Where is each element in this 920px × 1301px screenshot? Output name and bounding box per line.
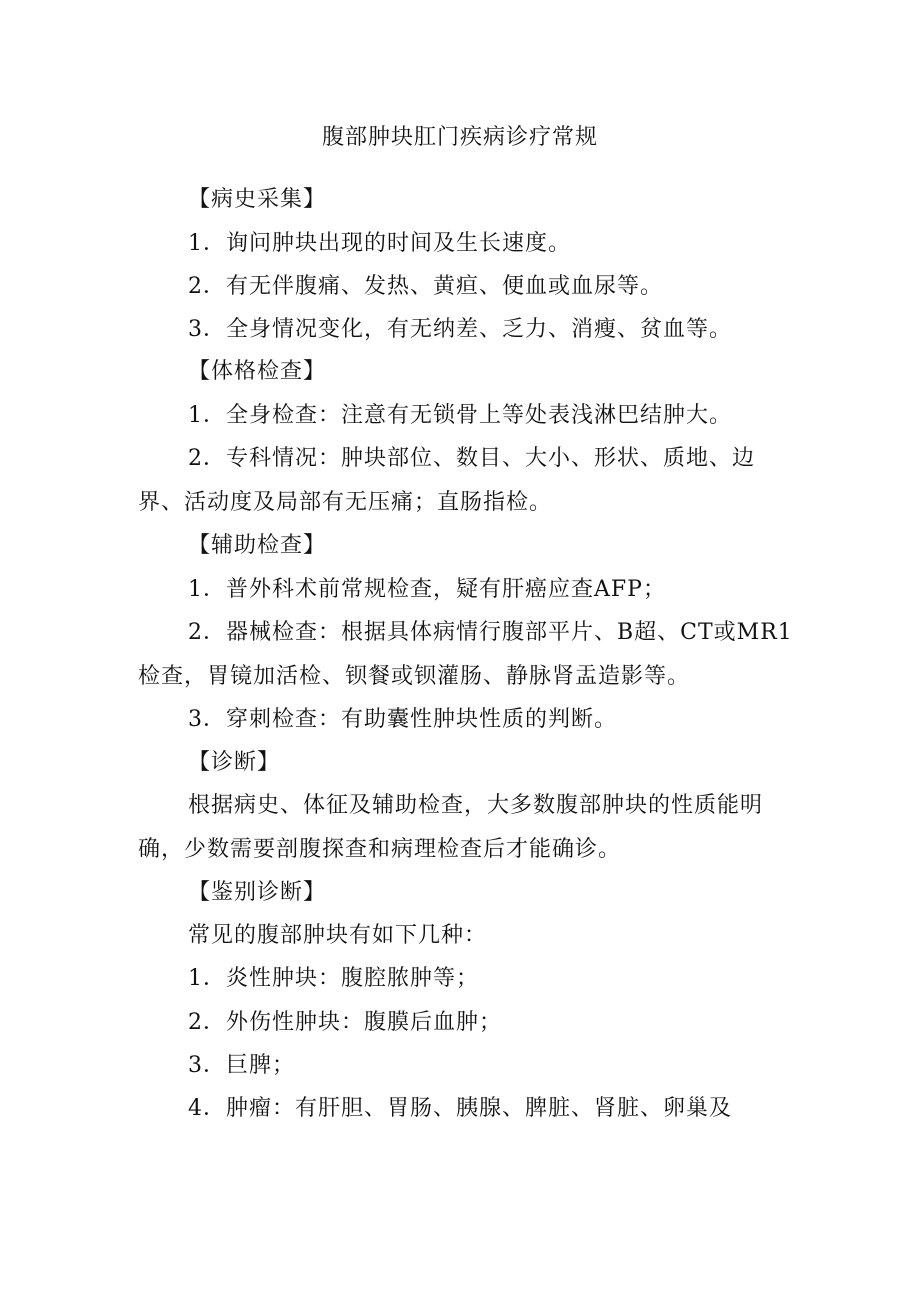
paragraph-line: 2．专科情况：肿块部位、数目、大小、形状、质地、边 xyxy=(188,446,755,471)
paragraph-line: 确，少数需要剖腹探查和病理检查后才能确诊。 xyxy=(138,837,622,862)
section-heading-auxiliary-exam: 【辅助检查】 xyxy=(188,533,327,558)
section-heading-diagnosis: 【诊断】 xyxy=(188,750,281,775)
document-title: 腹部肿块肛门疾病诊疗常规 xyxy=(321,125,598,150)
paragraph-line: 2．有无伴腹痛、发热、黄疸、便血或血尿等。 xyxy=(188,274,663,299)
paragraph-line: 2．外伤性肿块：腹膜后血肿； xyxy=(188,1010,502,1035)
section-heading-differential-diagnosis: 【鉴别诊断】 xyxy=(188,880,327,905)
paragraph-line: 根据病史、体征及辅助检查，大多数腹部肿块的性质能明 xyxy=(188,793,764,818)
paragraph-line: 3．全身情况变化，有无纳差、乏力、消瘦、贫血等。 xyxy=(188,317,732,342)
paragraph-line: 3．穿刺检查：有助囊性肿块性质的判断。 xyxy=(188,707,617,732)
paragraph-line: 检查，胃镜加活检、钡餐或钡灌肠、静脉肾盂造影等。 xyxy=(138,664,691,689)
paragraph-line: 3．巨脾； xyxy=(188,1053,295,1078)
paragraph-line: 2．器械检查：根据具体病情行腹部平片、B超、CT或MR1 xyxy=(188,620,793,645)
paragraph-line: 1．普外科术前常规检查，疑有肝癌应查AFP； xyxy=(188,577,666,602)
paragraph-line: 常见的腹部肿块有如下几种： xyxy=(188,923,488,948)
paragraph-line: 1．询问肿块出现的时间及生长速度。 xyxy=(188,231,571,256)
paragraph-line: 4．肿瘤：有肝胆、胃肠、胰腺、脾脏、肾脏、卵巢及 xyxy=(188,1096,732,1121)
section-heading-history: 【病史采集】 xyxy=(188,187,327,212)
paragraph-line: 1．全身检查：注意有无锁骨上等处表浅淋巴结肿大。 xyxy=(188,403,732,428)
paragraph-line: 界、活动度及局部有无压痛；直肠指检。 xyxy=(138,490,553,515)
section-heading-physical-exam: 【体格检查】 xyxy=(188,359,327,384)
paragraph-line: 1．炎性肿块：腹腔脓肿等； xyxy=(188,966,479,991)
